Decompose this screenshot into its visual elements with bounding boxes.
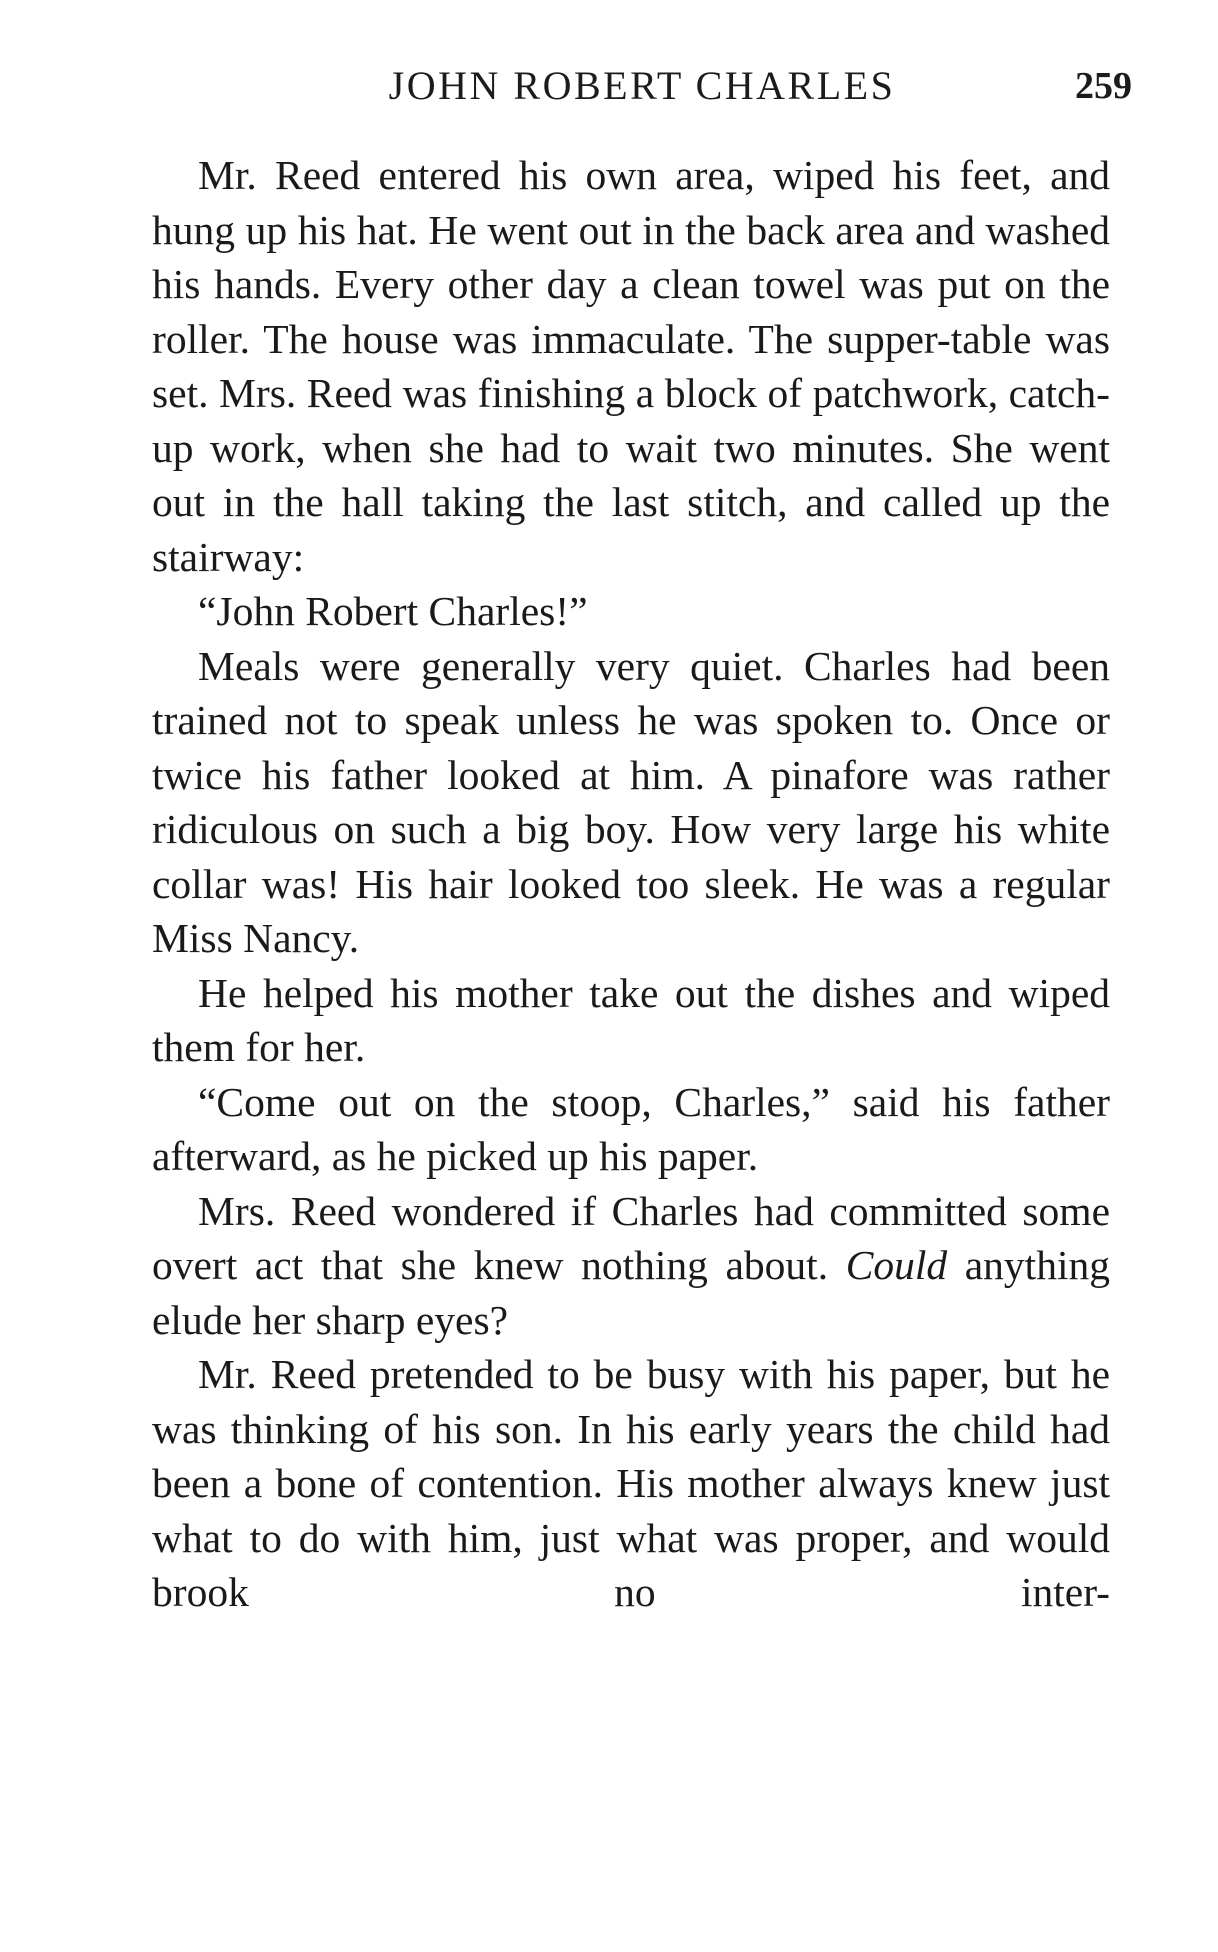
italic-emphasis: Could bbox=[845, 1242, 948, 1288]
paragraph-text: anything elude her sharp eyes? bbox=[152, 1242, 1110, 1343]
paragraph bbox=[152, 1184, 1110, 1348]
paragraph-text: Mrs. Reed wondered if Charles had committed some overt act that she knew nothing about. bbox=[152, 1187, 1110, 1288]
paragraph: Mr. Reed entered his own area, wiped his feet, and hung up his hat. He went out in the back area and washed his hands. Every other day a clean towel was put on the roller. The house was immaculate. The supper-table was set. Mrs. Reed was finishing a block of patchwork, catch-up work, when she had to wait two minutes. She went out in the hall taking the last stitch, and called up the stairway: bbox=[152, 152, 1110, 580]
paragraph: “John Robert Charles!” bbox=[198, 588, 588, 634]
paragraph: “Come out on the stoop, Charles,” said his father afterward, as he picked up his paper. bbox=[152, 1078, 1110, 1179]
paragraph: Mr. Reed pretended to be busy with his paper, but he was thinking of his son. In his early years the child had been a bone of contention. His mother always knew just what to do with him, just what was proper, and would brook no inter- bbox=[152, 1351, 1110, 1615]
running-head bbox=[152, 62, 1132, 112]
paragraph: Meals were generally very quiet. Charles had been trained not to speak unless he was spoken to. Once or twice his father looked at him. A pinafore was rather ridiculous on such a big boy. How very large his white collar was! His hair looked too sleek. He was a regular Miss Nancy. bbox=[152, 642, 1110, 961]
page-number: 259 bbox=[1075, 65, 1132, 107]
paragraph: He helped his mother take out the dishes and wiped them for her. bbox=[152, 969, 1110, 1070]
body-text bbox=[152, 148, 1110, 1620]
running-title: JOHN ROBERT CHARLES bbox=[388, 63, 896, 108]
